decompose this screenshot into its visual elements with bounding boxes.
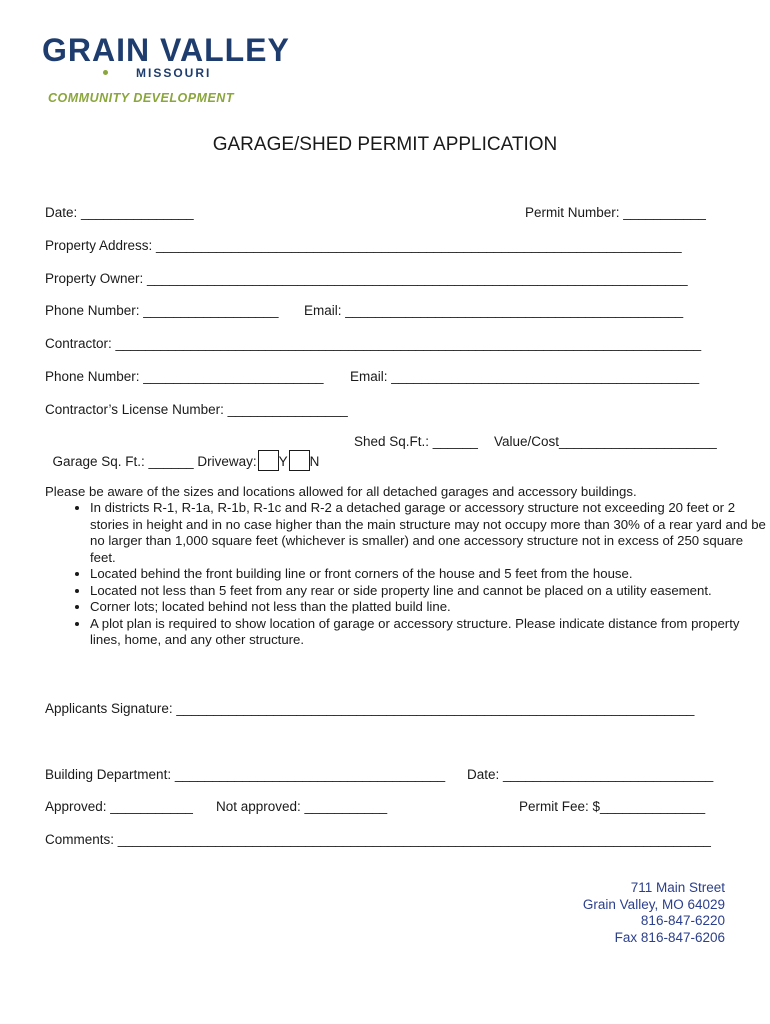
- date-field[interactable]: Date: _______________: [45, 205, 194, 220]
- address-city: Grain Valley, MO 64029: [582, 896, 725, 912]
- rule-item: • In districts R-1, R-1a, R-1b, R-1c and R-2 a detached garage or accessory structure not exceeding 20 feet or 2 stories in height and in no case higher than the main structure may not occupy more than 30% of a rear yard and be no larger than 1,000 square feet (whichever is smaller) and one accessory structure not in excess of 250 square feet.: [90, 500, 770, 566]
- notice-intro: Please be aware of the sizes and locations allowed for all detached garages and accessory buildings.: [45, 484, 637, 499]
- contractor-phone-field[interactable]: Phone Number: ________________________: [45, 369, 324, 384]
- address-street: 711 Main Street: [630, 880, 725, 895]
- permit-number-field[interactable]: Permit Number: ___________: [525, 205, 706, 220]
- garage-driveway-row: [45, 434, 319, 471]
- logo-accent-dot: [103, 70, 108, 75]
- shed-sqft-field[interactable]: Shed Sq.Ft.: ______: [354, 434, 478, 449]
- driveway-yes-checkbox[interactable]: [258, 450, 279, 471]
- address-fax: Fax 816-847-6206: [614, 929, 725, 945]
- property-address-field[interactable]: Property Address: ______________________________________________________________________: [45, 238, 682, 253]
- grain-valley-logo: [14, 18, 290, 118]
- rules-list: [46, 500, 770, 649]
- owner-email-field[interactable]: Email: _____________________________________________: [304, 303, 684, 318]
- address-phone: 816-847-6220: [640, 913, 725, 928]
- property-owner-field[interactable]: Property Owner: ________________________________________________________________________: [45, 271, 688, 286]
- permit-fee-field[interactable]: Permit Fee: $______________: [519, 799, 706, 814]
- contractor-field[interactable]: Contractor: ______________________________________________________________________________: [45, 336, 702, 351]
- garage-sqft-field[interactable]: Garage Sq. Ft.: ______ Driveway:: [52, 454, 257, 469]
- logo-department: COMMUNITY DEVELOPMENT: [48, 91, 234, 105]
- rule-item: • Located behind the front building line or front corners of the house and 5 feet from the house.: [90, 566, 770, 583]
- not-approved-field[interactable]: Not approved: ___________: [216, 799, 388, 814]
- logo-state: MISSOURI: [136, 66, 212, 80]
- license-number-field[interactable]: Contractor’s License Number: ________________: [45, 402, 348, 417]
- office-address: [583, 880, 725, 946]
- owner-phone-field[interactable]: Phone Number: __________________: [45, 303, 279, 318]
- applicant-signature-field[interactable]: Applicants Signature: _____________________________________________________________________: [45, 701, 695, 716]
- driveway-no-checkbox[interactable]: [289, 450, 310, 471]
- comments-field[interactable]: Comments: _______________________________________________________________________________: [45, 832, 711, 847]
- building-department-field[interactable]: Building Department: ____________________________________: [45, 767, 446, 782]
- rule-item: • Corner lots; located behind not less than the platted build line.: [90, 599, 770, 616]
- office-date-field[interactable]: Date: ____________________________: [467, 767, 714, 782]
- contractor-email-field[interactable]: Email: _________________________________________: [350, 369, 700, 384]
- value-cost-field[interactable]: Value/Cost_____________________: [494, 434, 717, 449]
- page-title: GARAGE/SHED PERMIT APPLICATION: [212, 134, 558, 155]
- logo-city-name: GRAIN VALLEY: [42, 32, 290, 68]
- driveway-yes-label: Y: [278, 454, 288, 469]
- approved-field[interactable]: Approved: ___________: [45, 799, 193, 814]
- rule-item: • A plot plan is required to show location of garage or accessory structure. Please indicate distance from property lines, home, and any other structure.: [90, 616, 770, 649]
- driveway-no-label: N: [309, 454, 320, 469]
- rule-item: • Located not less than 5 feet from any rear or side property line and cannot be placed on a utility easement.: [90, 583, 770, 600]
